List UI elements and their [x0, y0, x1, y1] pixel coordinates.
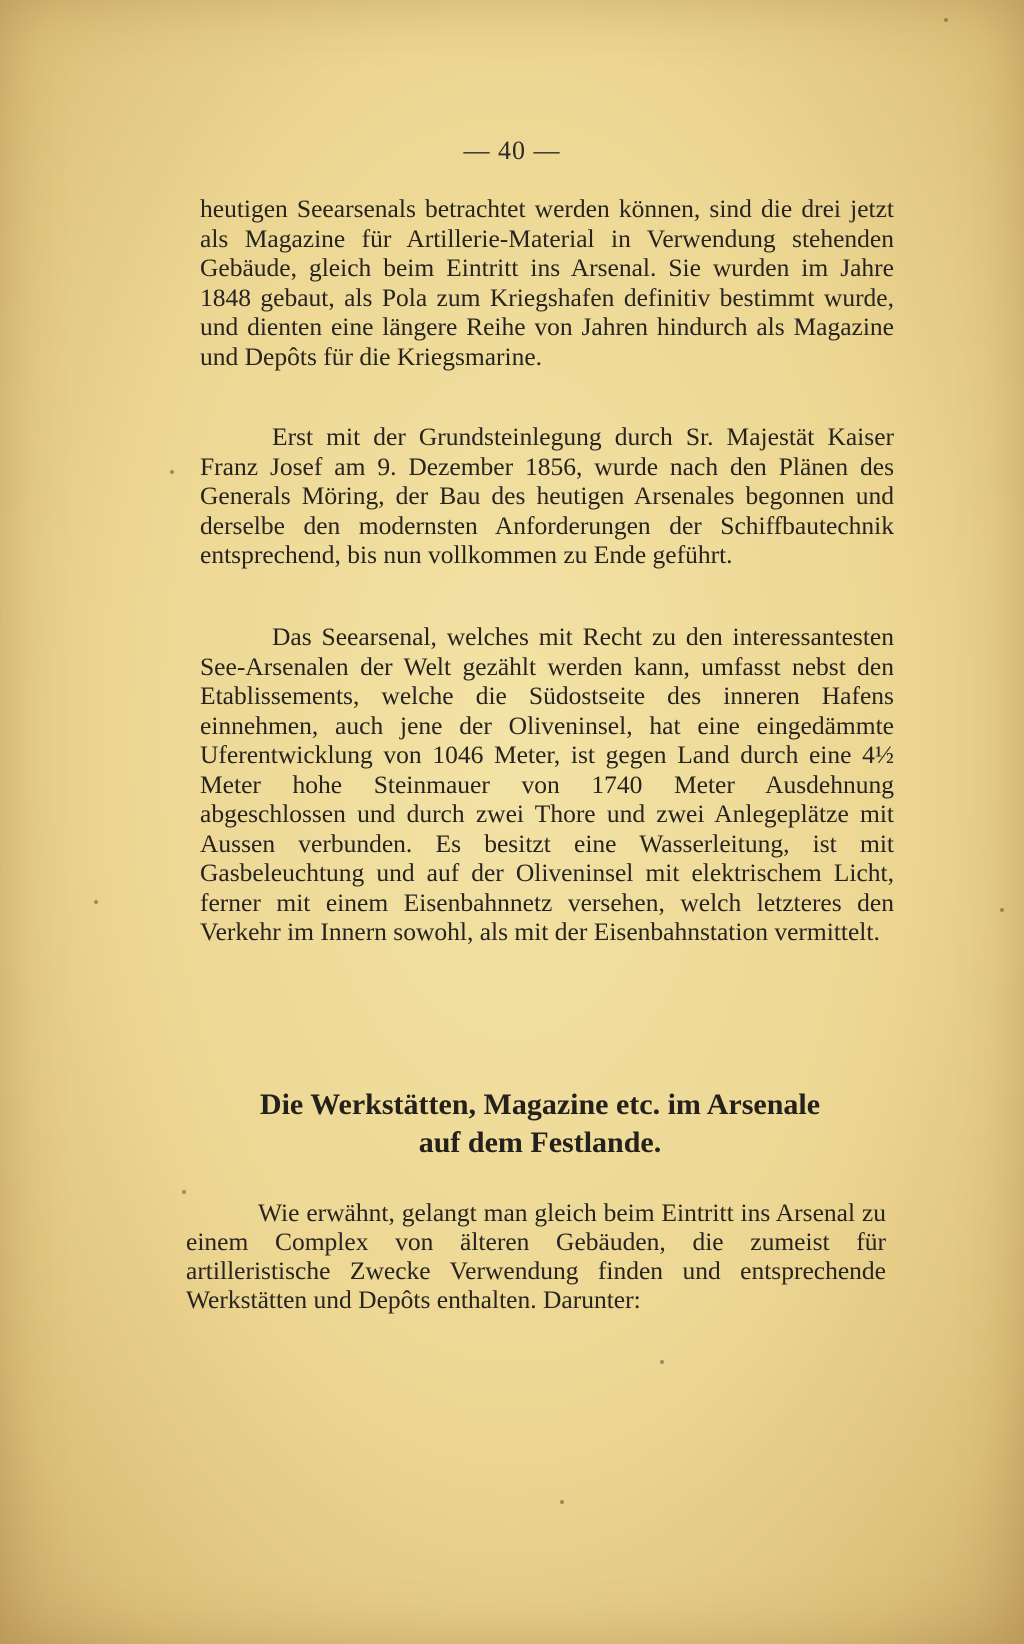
paper-speck: [1000, 908, 1004, 912]
paper-speck: [170, 470, 174, 474]
paragraph-2-text: Erst mit der Grundsteinlegung durch Sr. Majestät Kaiser Franz Josef am 9. Dezember 1856, wurde nach den Plänen des Generals Möring, der Bau des heutigen Arsenales begonnen und derselbe den modernsten Anforderungen der Schiffbautechnik entsprechend, bis nun vollkommen zu Ende geführt.: [200, 422, 894, 569]
section-heading-line-1: Die Werkstätten, Magazine etc. im Arsenale: [259, 1088, 821, 1121]
section-paragraph: [186, 1198, 886, 1314]
section-heading-line-2: auf dem Festlande.: [418, 1126, 662, 1159]
paragraph-2: [200, 422, 894, 570]
paper-speck: [560, 1500, 564, 1504]
paragraph-3: [200, 622, 894, 947]
section-paragraph-text: Wie erwähnt, gelangt man gleich beim Eintritt ins Arsenal zu einem Complex von älteren Gebäuden, die zumeist für artilleristische Zwecke Verwendung finden und entsprechende Werkstätten und Depôts enthalten. Darunter:: [186, 1198, 886, 1314]
paper-speck: [944, 18, 948, 22]
paper-speck: [182, 1190, 186, 1194]
page-number: — 40 —: [463, 136, 561, 165]
paper-speck: [660, 1360, 664, 1364]
paragraph-1-text: heutigen Seearsenals betrachtet werden können, sind die drei jetzt als Magazine für Artillerie-Material in Verwendung stehenden Gebäude, gleich beim Eintritt ins Arsenal. Sie wurden im Jahre 1848 gebaut, als Pola zum Kriegshafen definitiv bestimmt wurde, und dienten eine längere Reihe von Jahren hindurch als Magazine und Depôts für die Kriegsmarine.: [200, 194, 894, 371]
paragraph-3-text: Das Seearsenal, welches mit Recht zu den interessantesten See-Arsenalen der Welt gezählt werden kann, umfasst nebst den Etablissements, welche die Südostseite des inneren Hafens einnehmen, auch jene der Oliveninsel, hat eine eingedämmte Uferentwicklung von 1046 Meter, ist gegen Land durch eine 4½ Meter hohe Steinmauer von 1740 Meter Ausdehnung abgeschlossen und durch zwei Thore und zwei Anlegeplätze mit Aussen verbunden. Es besitzt eine Wasserleitung, ist mit Gasbeleuchtung und auf der Oliveninsel mit elektrischem Licht, ferner mit einem Eisenbahnnetz versehen, welch letzteres den Verkehr im Innern sowohl, als mit der Eisenbahnstation vermittelt.: [200, 622, 894, 946]
section-heading: [180, 1086, 900, 1162]
paragraph-1: [200, 194, 894, 371]
paper-speck: [94, 900, 98, 904]
